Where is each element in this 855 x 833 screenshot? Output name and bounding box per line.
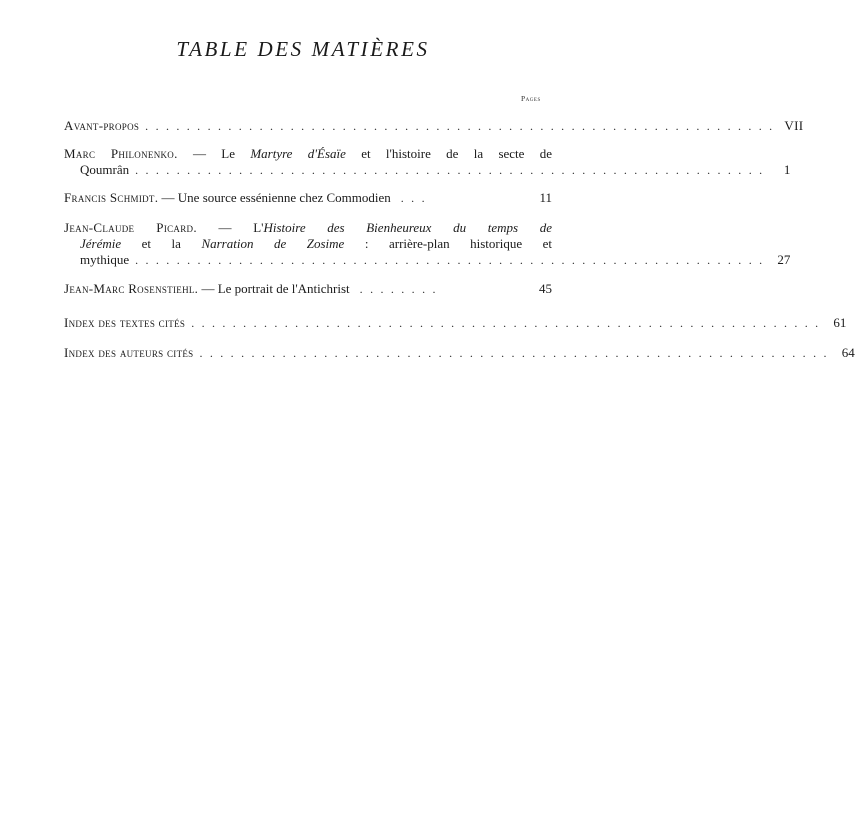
toc-entry-page: 27	[777, 252, 791, 267]
page-title: TABLE DES MATIÈRES	[176, 37, 430, 61]
toc-entry-index-textes[interactable]	[64, 315, 847, 331]
toc-entry-title: Index des auteurs cités	[64, 345, 194, 360]
toc-entry-picard[interactable]	[64, 220, 791, 268]
leader-dots: . . . . . . . . . . . . . . . . . . . . . . . . . . . . . . . . . . . . . . . . . . . . . . . . . . . . . . . . . . . . .	[135, 253, 765, 267]
toc-entry-rosenstiehl[interactable]	[64, 281, 552, 297]
toc-entry-text: — Le	[177, 146, 251, 161]
toc-entry-page: VII	[784, 118, 804, 133]
toc-entry-text: — Le portrait de l'Antichrist	[198, 281, 350, 296]
toc-entry-author: Jean-Marc Rosenstiehl.	[64, 281, 199, 296]
toc-entry-page: 1	[783, 162, 791, 177]
toc-entry-philonenko[interactable]	[64, 146, 791, 178]
toc-entry-italic-title: Jérémie	[80, 236, 122, 251]
toc-entry-text: — Une source essénienne chez Commodien	[158, 190, 391, 205]
toc-entry-title: Index des textes cités	[64, 315, 186, 330]
toc-entry-text: mythique	[80, 252, 130, 267]
leader-dots: . . . . . . . . . . . . . . . . . . . . . . . . . . . . . . . . . . . . . . . . . . . . . . . . . . . . . . . . . . . . .	[145, 119, 775, 133]
toc-entry-text: Qoumrân	[80, 162, 130, 177]
toc-entry-schmidt[interactable]	[64, 190, 552, 206]
toc-entry-page: 11	[539, 190, 552, 205]
leader-dots: . . . . . . . . . . . . . . . . . . . . . . . . . . . . . . . . . . . . . . . . . . . . . . . . . . . . . . . . . . . . .	[135, 163, 765, 177]
toc-entry-italic-title: Narration de Zosime	[201, 236, 345, 251]
toc-entry-index-auteurs[interactable]	[64, 345, 855, 361]
toc-entry-page: 64	[841, 345, 855, 360]
toc-entry-italic-title: Histoire des Bienheureux du temps de	[263, 220, 552, 235]
toc-entry-text: : arrière-plan historique et	[344, 236, 552, 251]
leader-dots: . . . . . . . .	[359, 282, 438, 296]
toc-entry-text: — L'	[196, 220, 264, 235]
leader-dots: . . .	[400, 191, 427, 205]
pages-column-label: Pages	[521, 94, 541, 103]
leader-dots: . . . . . . . . . . . . . . . . . . . . . . . . . . . . . . . . . . . . . . . . . . . . . . . . . . . . . . . . . . . . .	[199, 346, 829, 360]
toc-entry-page: 61	[833, 315, 847, 330]
toc-entry-text: et l'histoire de la secte de	[345, 146, 553, 161]
toc-entry-page: 45	[539, 281, 552, 296]
toc-entry-italic-title: Martyre d'Ésaïe	[250, 146, 346, 161]
leader-dots: . . . . . . . . . . . . . . . . . . . . . . . . . . . . . . . . . . . . . . . . . . . . . . . . . . . . . . . . . . . . .	[191, 316, 821, 330]
toc-entry-author: Marc Philonenko.	[64, 146, 178, 161]
toc-entry-avant-propos[interactable]	[64, 118, 804, 134]
toc-entry-author: Francis Schmidt.	[64, 190, 159, 205]
toc-entry-title: Avant-propos	[64, 118, 140, 133]
toc-entry-author: Jean-Claude Picard.	[64, 220, 197, 235]
toc-entry-text: et la	[121, 236, 202, 251]
